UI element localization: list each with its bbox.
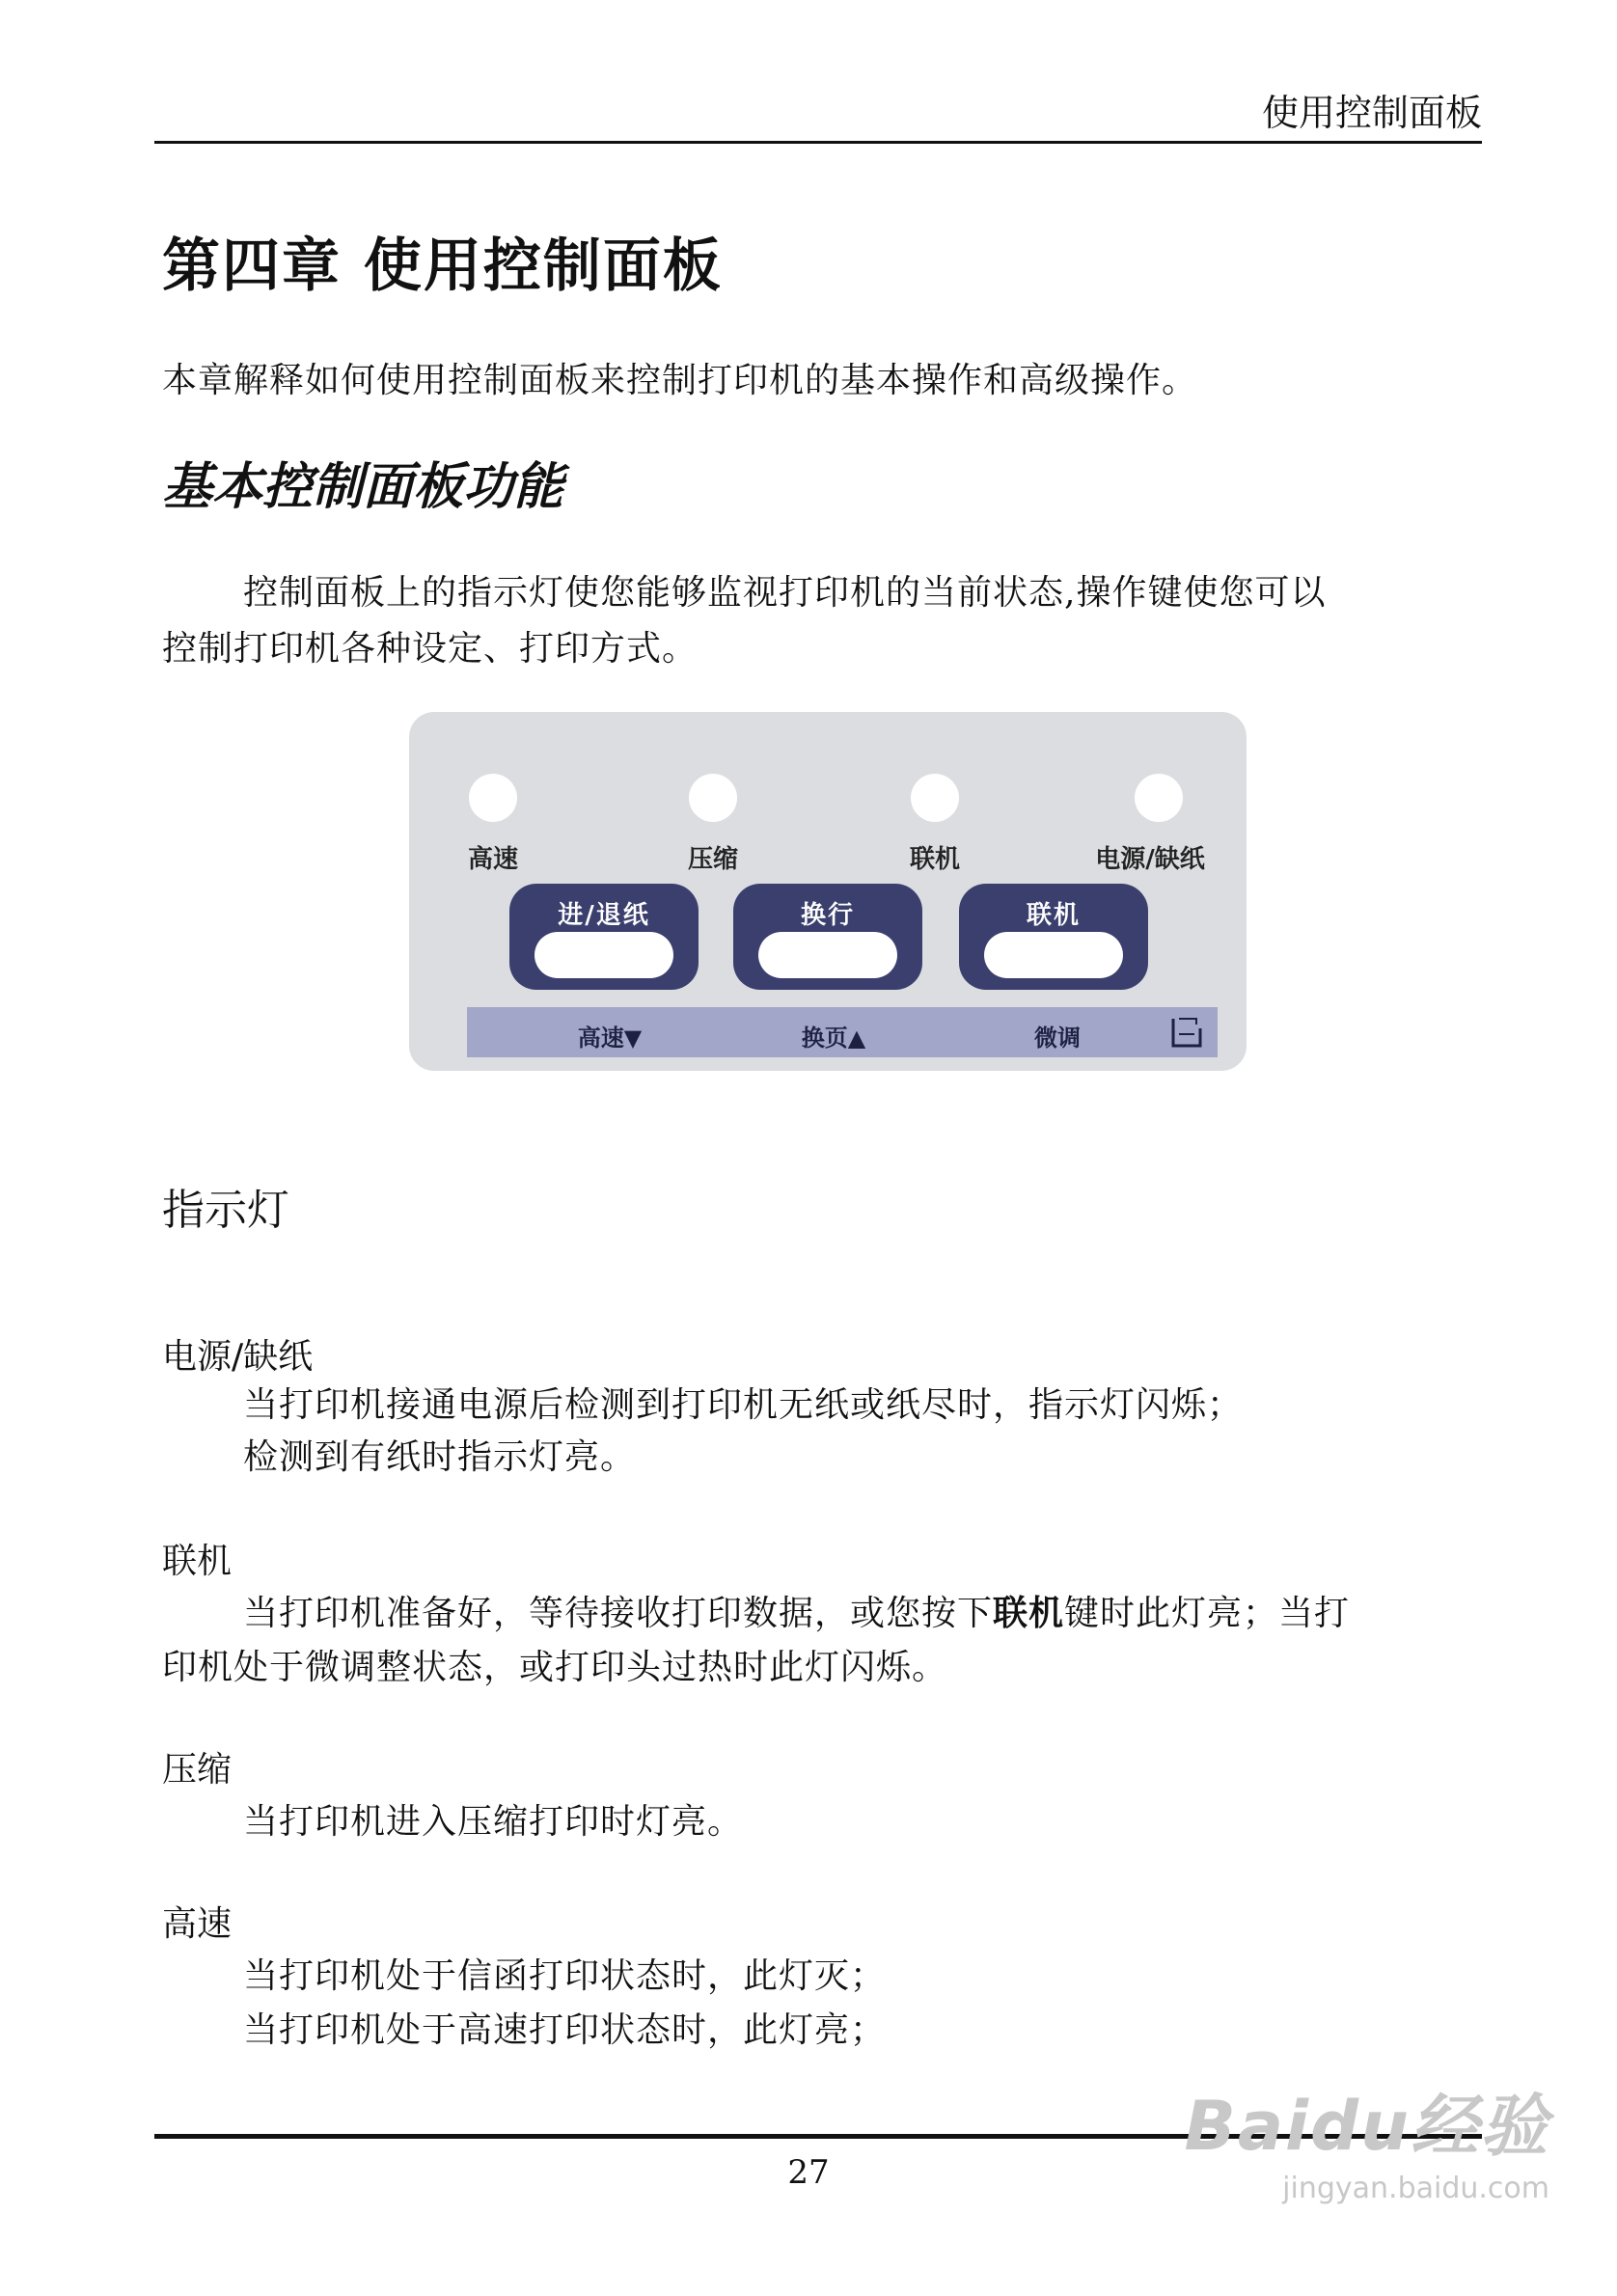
- indicator-title-condensed: 压缩: [162, 1750, 233, 1790]
- page-number: 27: [787, 2153, 830, 2192]
- running-header: 使用控制面板: [1261, 92, 1482, 134]
- indicator-high-speed-line-2: 当打印机处于高速打印状态时，此灯亮；: [243, 2010, 887, 2050]
- indicator-high-speed-line-1: 当打印机处于信函打印状态时，此灯灭；: [243, 1956, 887, 1996]
- indicator-online-line-2: 印机处于微调整状态，或打印头过热时此灯闪烁。: [162, 1648, 948, 1687]
- indicator-title-power: 电源/缺纸: [162, 1337, 314, 1377]
- led-power-paper-out: [1135, 774, 1183, 822]
- chapter-title: 第四章 使用控制面板: [162, 232, 723, 300]
- indicator-power-line-1: 当打印机接通电源后检测到打印机无纸或纸尽时，指示灯闪烁；: [243, 1385, 1244, 1425]
- led-label-power-paper-out: 电源/缺纸: [1095, 845, 1205, 874]
- strip-label-micro-adjust: 微调: [1034, 1025, 1081, 1052]
- line-feed-label: 换行: [800, 901, 855, 930]
- chapter-intro: 本章解释如何使用控制面板来控制打印机的基本操作和高级操作。: [162, 361, 1198, 400]
- indicator-title-high-speed: 高速: [162, 1904, 233, 1944]
- indicators-title: 指示灯: [162, 1186, 289, 1235]
- load-eject-key: [534, 932, 673, 978]
- online-button-label: 联机: [1026, 901, 1081, 930]
- online-text-a: 当打印机准备好，等待接收打印数据，或您按下: [243, 1594, 994, 1633]
- online-button: [959, 884, 1148, 990]
- section-paragraph: [162, 565, 1486, 677]
- online-text-b: 键时此灯亮；当打: [1064, 1594, 1351, 1633]
- header-rule: [154, 141, 1482, 144]
- paper-icon: [1167, 1013, 1206, 1052]
- paragraph-line-1: 控制面板上的指示灯使您能够监视打印机的当前状态,操作键使您可以: [243, 573, 1327, 613]
- load-eject-label: 进/退纸: [558, 901, 650, 930]
- control-panel-diagram: [409, 712, 1247, 1071]
- function-strip: [467, 1007, 1218, 1057]
- watermark-sub: jingyan.baidu.com: [1282, 2172, 1549, 2205]
- led-high-speed: [469, 774, 517, 822]
- online-key: [984, 932, 1123, 978]
- line-feed-key: [758, 932, 897, 978]
- load-eject-button: [509, 884, 699, 990]
- led-label-high-speed: 高速: [467, 845, 519, 874]
- indicator-title-online: 联机: [162, 1542, 233, 1581]
- led-online: [911, 774, 959, 822]
- led-label-online: 联机: [909, 845, 961, 874]
- watermark: [1184, 2072, 1549, 2205]
- led-condensed: [689, 774, 737, 822]
- strip-label-form-feed: 换页▲: [801, 1025, 866, 1052]
- indicator-online-line-1: [243, 1586, 1350, 1635]
- led-label-condensed: 压缩: [687, 845, 739, 874]
- indicator-condensed-line-1: 当打印机进入压缩打印时灯亮。: [243, 1802, 744, 1842]
- line-feed-button: [733, 884, 922, 990]
- watermark-main: Baidu经验: [1184, 2087, 1549, 2166]
- paragraph-line-2: 控制打印机各种设定、打印方式。: [162, 629, 699, 669]
- strip-label-high-speed: 高速▼: [577, 1025, 643, 1052]
- indicator-power-line-2: 检测到有纸时指示灯亮。: [243, 1437, 637, 1477]
- section-title: 基本控制面板功能: [162, 458, 564, 516]
- online-key-name: 联机: [993, 1594, 1065, 1633]
